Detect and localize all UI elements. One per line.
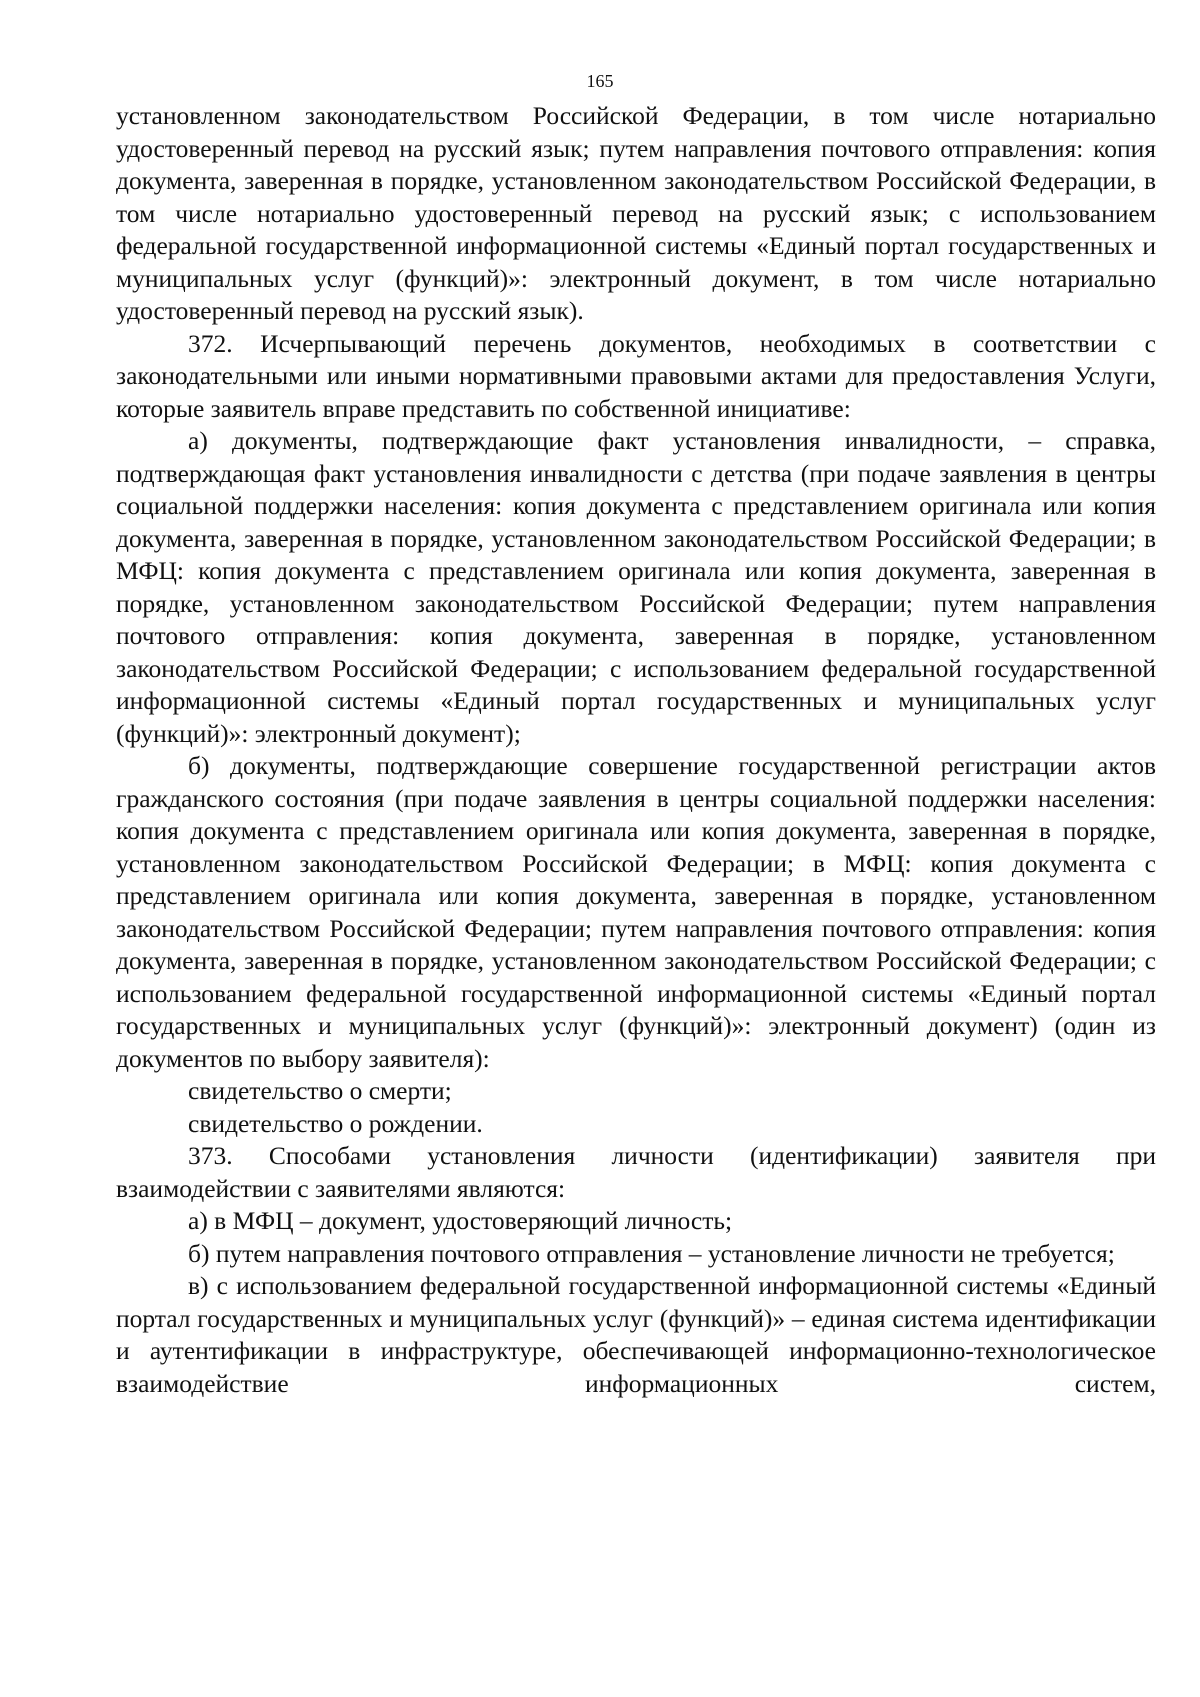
paragraph-continuation: установленном законодательством Российской Федерации, в том числе нотариально удостоверенный перевод на русский язык; путем направления почтового отправления: копия документа, заверенная в порядке, установленном законодательством Российской Федерации, в том числе нотариально удостоверенный перевод на русский язык; с использованием федеральной государственной информационной системы «Единый портал государственных и муниципальных услуг (функций)»: электронный документ, в том числе нотариально удостоверенный перевод на русский язык). xyxy=(116,101,1156,325)
list-item-birth-certificate: свидетельство о рождении. xyxy=(188,1108,483,1138)
paragraph-373-b: б) путем направления почтового отправления – установление личности не требуется; xyxy=(188,1238,1115,1268)
page-number: 165 xyxy=(586,71,614,91)
paragraph-373-v: в) с использованием федеральной государственной информационной системы «Единый портал государственных и муниципальных услуг (функций)» – единая система идентификации и аутентификации в инфраструктуре, обеспечивающей информационно-технологическое взаимодействие информационных систем, xyxy=(116,1271,1156,1398)
paragraph-372-b: б) документы, подтверждающие совершение государственной регистрации актов гражданского состояния (при подаче заявления в центры социальной поддержки населения: копия документа с представлением оригинала или копия документа, заверенная в порядке, установленном законодательством Российской Федерации; в МФЦ: копия документа с представлением оригинала или копия документа, заверенная в порядке, установленном законодательством Российской Федерации; путем направления почтового отправления: копия документа, заверенная в порядке, установленном законодательством Российской Федерации; с использованием федеральной государственной информационной системы «Единый портал государственных и муниципальных услуг (функций)»: электронный документ) (один из документов по выбору заявителя): xyxy=(116,751,1156,1073)
paragraph-372: 372. Исчерпывающий перечень документов, необходимых в соответствии с законодательными или иными нормативными правовыми актами для предоставления Услуги, которые заявитель вправе представить по собственной инициативе: xyxy=(116,328,1156,423)
document-body xyxy=(116,100,1156,1400)
paragraph-373: 373. Способами установления личности (идентификации) заявителя при взаимодействии с заявителями являются: xyxy=(116,1141,1156,1203)
paragraph-372-a: а) документы, подтверждающие факт установления инвалидности, – справка, подтверждающая факт установления инвалидности с детства (при подаче заявления в центры социальной поддержки населения: копия документа с представлением оригинала или копия документа, заверенная в порядке, установленном законодательством Российской Федерации; в МФЦ: копия документа с представлением оригинала или копия документа, заверенная в порядке, установленном законодательством Российской Федерации; путем направления почтового отправления: копия документа, заверенная в порядке, установленном законодательством Российской Федерации; с использованием федеральной государственной информационной системы «Единый портал государственных и муниципальных услуг (функций)»: электронный документ); xyxy=(116,426,1156,748)
list-item-death-certificate: свидетельство о смерти; xyxy=(188,1076,452,1105)
paragraph-373-a: а) в МФЦ – документ, удостоверяющий личность; xyxy=(188,1206,733,1235)
